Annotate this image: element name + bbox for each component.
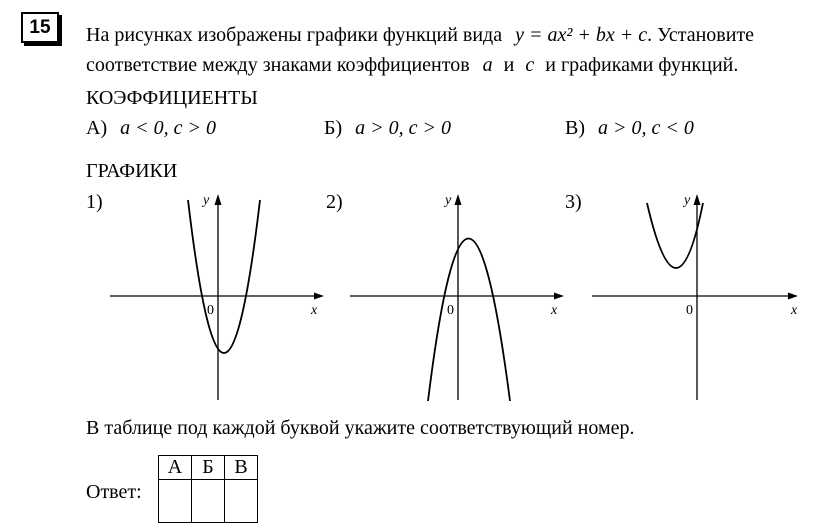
answer-header-row: [159, 456, 258, 480]
x-axis-arrow-icon: [788, 293, 798, 300]
graph-2-label: 2): [326, 191, 343, 213]
y-axis-label: y: [203, 193, 210, 208]
answer-cell-a[interactable]: [159, 480, 192, 523]
answer-cell-b[interactable]: [192, 480, 225, 523]
graph-3: [592, 188, 812, 403]
line2-text: соответствие между знаками коэффициентов: [86, 54, 470, 76]
task-statement-line-2: [86, 54, 738, 77]
answer-cell-v[interactable]: [225, 480, 258, 523]
answer-label: Ответ:: [86, 481, 142, 503]
parabola-curve: [428, 239, 510, 402]
x-axis-label: x: [791, 303, 798, 318]
coefficients-heading: КОЭФФИЦИЕНТЫ: [86, 87, 258, 109]
answer-input-row: [159, 480, 258, 523]
answer-table: [158, 455, 258, 523]
x-axis-arrow-icon: [314, 293, 324, 300]
y-axis-label: y: [684, 193, 691, 208]
origin-label: 0: [207, 303, 214, 318]
option-letter: Б): [324, 117, 343, 139]
line2-end-text: и графиками функций.: [545, 54, 739, 76]
task-statement-line-1: [86, 24, 754, 47]
formula: y = ax² + bx + c: [515, 24, 648, 46]
answer-column-b: Б: [192, 456, 225, 480]
y-axis-arrow-icon: [694, 194, 701, 205]
y-axis-arrow-icon: [455, 194, 462, 205]
origin-label: 0: [686, 303, 693, 318]
coefficient-option-b: [324, 117, 451, 140]
task-number: 15: [21, 12, 59, 43]
option-letter: А): [86, 117, 108, 139]
graph-3-label: 3): [565, 191, 582, 213]
parabola-curve: [647, 203, 703, 268]
x-axis-label: x: [551, 303, 558, 318]
y-axis-label: y: [445, 193, 452, 208]
option-condition: a > 0, c > 0: [355, 117, 452, 139]
x-axis-label: x: [311, 303, 318, 318]
var-c: c: [525, 54, 535, 76]
origin-label: 0: [447, 303, 454, 318]
and-word: и: [503, 54, 515, 76]
graph-2: [350, 188, 570, 403]
coefficient-option-v: [565, 117, 694, 140]
graph-1-label: 1): [86, 191, 103, 213]
instruction-text: В таблице под каждой буквой укажите соответствующий номер.: [86, 417, 635, 439]
option-condition: a > 0, c < 0: [598, 117, 694, 139]
parabola-curve: [188, 200, 260, 353]
var-a: a: [482, 54, 493, 76]
graphs-heading: ГРАФИКИ: [86, 160, 178, 182]
after-formula-text: . Установите: [647, 24, 755, 46]
option-letter: В): [565, 117, 585, 139]
answer-column-a: А: [159, 456, 192, 480]
intro-text: На рисунках изображены графики функций вида: [86, 24, 503, 46]
coefficient-option-a: [86, 117, 216, 140]
x-axis-arrow-icon: [554, 293, 564, 300]
option-condition: a < 0, c > 0: [120, 117, 216, 139]
graph-1: [110, 188, 330, 403]
y-axis-arrow-icon: [215, 194, 222, 205]
answer-column-v: В: [225, 456, 258, 480]
